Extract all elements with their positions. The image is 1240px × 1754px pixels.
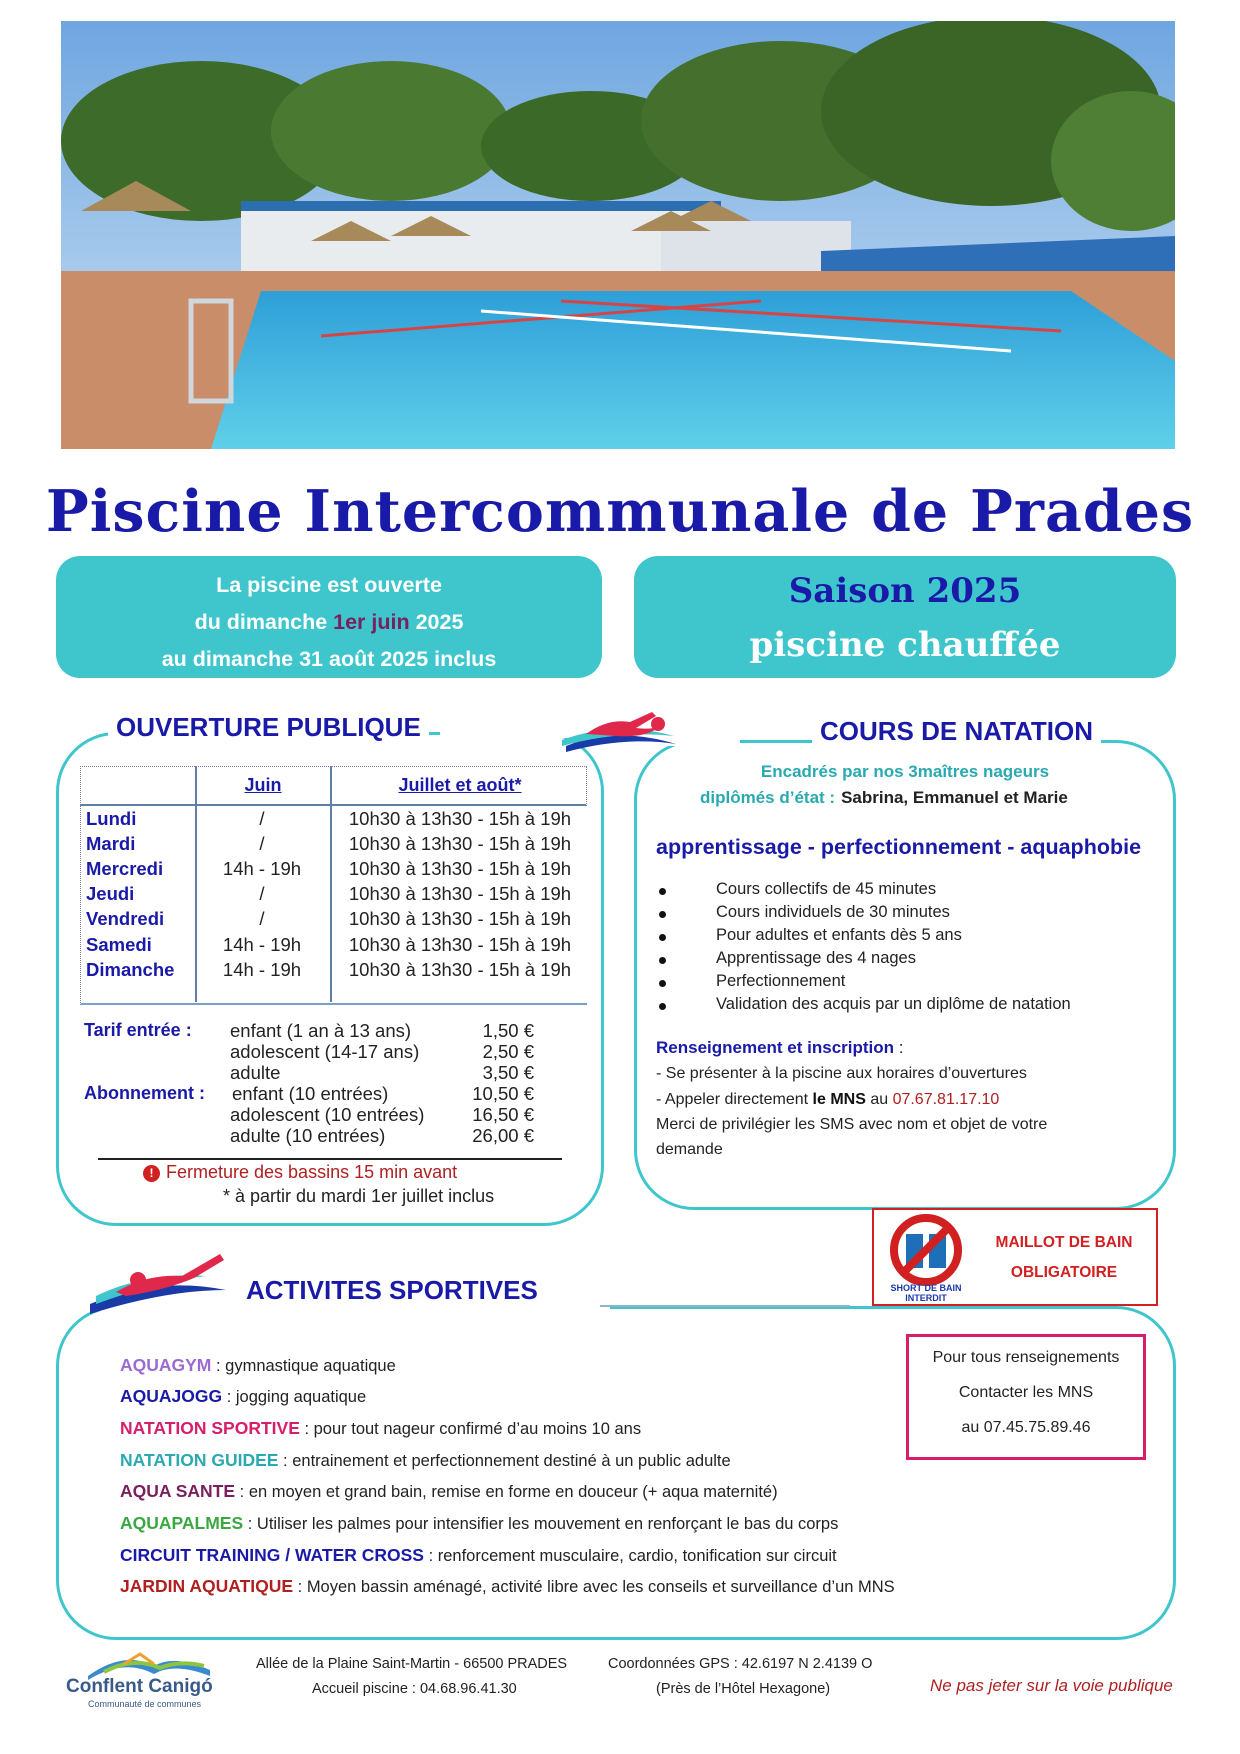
no-shorts-label: SHORT DE BAIN INTERDIT (890, 1283, 962, 1303)
closing-notice: ! Fermeture des bassins 15 min avant (143, 1162, 457, 1183)
tarif-item: adulte (10 entrées) (230, 1125, 386, 1146)
day-vendredi: Vendredi (86, 908, 165, 929)
juillet-jeudi: 10h30 à 13h30 - 15h à 19h (348, 883, 572, 904)
juillet-samedi: 10h30 à 13h30 - 15h à 19h (348, 934, 572, 955)
juin-dimanche: 14h - 19h (222, 959, 302, 980)
day-lundi: Lundi (86, 808, 137, 829)
activity-natation-guidee: NATATION GUIDEE : entrainement et perfectionnement destiné à un public adulte (120, 1450, 731, 1470)
cours-subtitle-1: Encadrés par nos 3maîtres nageurs (760, 762, 1050, 781)
conflent-logo-text: Conflent Canigó (66, 1676, 213, 1697)
swimmer-logo-icon (86, 1246, 232, 1322)
info-line-3: Merci de privilégier les SMS avec nom et objet de votre (656, 1116, 1048, 1133)
day-dimanche: Dimanche (86, 959, 175, 980)
info-heading: Renseignement et inscription : (656, 1038, 904, 1057)
opening-line-2: du dimanche 1er juin 2025 (194, 610, 464, 634)
juin-jeudi: / (259, 883, 265, 904)
hero-pool-photo (61, 21, 1175, 449)
alert-icon: ! (143, 1165, 160, 1182)
day-jeudi: Jeudi (86, 883, 135, 904)
activities-title: ACTIVITES SPORTIVES (238, 1275, 546, 1306)
bullet-icon (659, 934, 666, 941)
bullet-icon (659, 911, 666, 918)
swimsuit-notice-text: MAILLOT DE BAIN OBLIGATOIRE (995, 1234, 1133, 1281)
bullet-icon (659, 957, 666, 964)
footer-warning: Ne pas jeter sur la voie publique (930, 1676, 1173, 1695)
bullet-icon (659, 888, 666, 895)
day-mercredi: Mercredi (86, 858, 164, 879)
pool-illustration (61, 21, 1175, 449)
opening-line-1: La piscine est ouverte (216, 573, 442, 597)
swimmer-logo-icon (556, 700, 682, 762)
juin-mercredi: 14h - 19h (222, 858, 302, 879)
season-box (634, 556, 1176, 678)
tarif-item: enfant (1 an à 13 ans) (230, 1020, 412, 1041)
info-line-2: - Appeler directement le MNS au 07.67.81.17.10 (656, 1091, 1000, 1108)
divider (98, 1158, 562, 1160)
juillet-mercredi: 10h30 à 13h30 - 15h à 19h (348, 858, 572, 879)
footer-address: Allée de la Plaine Saint-Martin - 66500 PRADES (256, 1656, 568, 1672)
juin-mardi: / (259, 833, 265, 854)
public-opening-title: OUVERTURE PUBLIQUE (108, 712, 429, 743)
info-line-1: - Se présenter à la piscine aux horaires d’ouvertures (656, 1065, 1027, 1082)
info-line-4: demande (656, 1141, 723, 1158)
activity-aqua-sante: AQUA SANTE : en moyen et grand bain, remise en forme en douceur (+ aqua maternité) (120, 1481, 778, 1501)
bullet-icon (659, 1003, 666, 1010)
juillet-vendredi: 10h30 à 13h30 - 15h à 19h (348, 908, 572, 929)
footer-near: (Près de l’Hôtel Hexagone) (656, 1681, 831, 1697)
day-samedi: Samedi (86, 934, 152, 955)
activity-aquajogg: AQUAJOGG : jogging aquatique (120, 1386, 367, 1406)
juillet-dimanche: 10h30 à 13h30 - 15h à 19h (348, 959, 572, 980)
juillet-lundi: 10h30 à 13h30 - 15h à 19h (348, 808, 572, 829)
cours-subtitle-2: diplômés d’état : Sabrina, Emmanuel et Marie (700, 788, 1068, 807)
opening-dates-box (56, 556, 602, 678)
opening-line-3: au dimanche 31 août 2025 inclus (161, 647, 497, 671)
conflent-logo-subtitle: Communauté de communes (88, 1699, 202, 1709)
activity-circuit-training: CIRCUIT TRAINING / WATER CROSS : renforcement musculaire, cardio, tonification sur circuit (120, 1545, 837, 1565)
footer-accueil: Accueil piscine : 04.68.96.41.30 (312, 1681, 517, 1697)
footnote: * à partir du mardi 1er juillet inclus (223, 1186, 495, 1206)
abonnement-label: Abonnement : (84, 1083, 205, 1103)
swim-lessons-title: COURS DE NATATION (812, 716, 1101, 747)
season-line-1: Saison 2025 (788, 571, 1022, 611)
tarif-item: adolescent (10 entrées) (230, 1104, 425, 1125)
contact-box (906, 1334, 1146, 1460)
tarif-price: 2,50 € (482, 1041, 534, 1062)
contact-line-3: au 07.45.75.89.46 (961, 1419, 1091, 1436)
tarif-item: adolescent (14-17 ans) (230, 1041, 420, 1062)
activity-aquapalmes: AQUAPALMES : Utiliser les palmes pour intensifier les mouvement en renforçant le bas du corps (120, 1513, 839, 1533)
season-line-2: piscine chauffée (749, 625, 1061, 665)
bullet-icon (659, 980, 666, 987)
footer-gps: Coordonnées GPS : 42.6197 N 2.4139 O (608, 1656, 873, 1672)
juin-lundi: / (259, 808, 265, 829)
tarif-label: Tarif entrée : (84, 1020, 192, 1040)
juin-vendredi: / (259, 908, 265, 929)
tarif-price: 16,50 € (472, 1104, 534, 1125)
tarif-price: 3,50 € (482, 1062, 534, 1083)
tarif-price: 10,50 € (472, 1083, 534, 1104)
activity-natation-sportive: NATATION SPORTIVE : pour tout nageur confirmé d’au moins 10 ans (120, 1418, 642, 1438)
tarif-item: enfant (10 entrées) (232, 1083, 389, 1104)
tarif-price: 1,50 € (482, 1020, 534, 1041)
page-title: Piscine Intercommunale de Prades (45, 478, 1195, 545)
contact-line-1: Pour tous renseignements (932, 1349, 1120, 1366)
tarif-price: 26,00 € (472, 1125, 534, 1146)
cours-tagline: apprentissage - perfectionnement - aquaphobie (656, 835, 1142, 859)
activity-jardin-aquatique: JARDIN AQUATIQUE : Moyen bassin aménagé, activité libre avec les conseils et surveillance d’un MNS (120, 1576, 895, 1596)
header-juin: Juin (244, 775, 282, 795)
contact-line-2: Contacter les MNS (958, 1384, 1094, 1401)
activity-aquagym: AQUAGYM : gymnastique aquatique (120, 1355, 396, 1375)
juillet-mardi: 10h30 à 13h30 - 15h à 19h (348, 833, 572, 854)
tarif-item: adulte (230, 1062, 281, 1083)
juin-samedi: 14h - 19h (222, 934, 302, 955)
day-mardi: Mardi (86, 833, 136, 854)
header-juillet: Juillet et août* (398, 775, 522, 795)
